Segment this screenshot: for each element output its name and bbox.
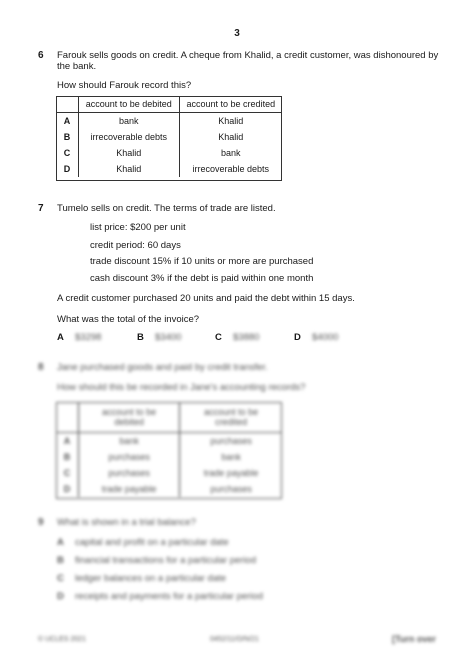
option-letter: A (57, 537, 64, 548)
option-letter: C (215, 332, 222, 343)
debit-cell: trade payable (79, 481, 180, 497)
question-7-prompt: What was the total of the invoice? (57, 314, 200, 325)
option-text: receipts and payments for a particular period (75, 591, 263, 602)
term-item: trade discount 15% if 10 units or more are purchased (90, 256, 314, 267)
question-8-prompt: How should this be recorded in Jane's accounting records? (57, 382, 306, 393)
option-letter: B (63, 132, 71, 142)
question-7-number: 7 (38, 203, 44, 214)
credit-cell: Khalid (179, 129, 282, 145)
footer-copyright: © UCLES 2021 (38, 636, 86, 643)
credit-cell: purchases (180, 481, 282, 497)
option-value: $3880 (233, 332, 260, 343)
option-letter: D (294, 332, 301, 343)
option-row[interactable] (56, 145, 282, 161)
option-text: ledger balances on a particular date (75, 573, 227, 584)
option-text: financial transactions for a particular period (75, 555, 257, 566)
term-item: list price: $200 per unit (90, 222, 186, 233)
option-value: $3400 (155, 332, 182, 343)
option-letter: C (63, 468, 71, 478)
question-8-table-border (56, 402, 282, 499)
option-value: $4000 (312, 332, 339, 343)
footer-turn-over: [Turn over (392, 634, 436, 644)
debit-header: account to be debited (79, 402, 180, 433)
debit-cell: Khalid (79, 145, 180, 161)
option-row[interactable] (56, 161, 282, 177)
option-row[interactable] (56, 113, 282, 130)
credit-cell: trade payable (180, 465, 282, 481)
option-letter: D (63, 164, 71, 174)
debit-cell: bank (79, 113, 180, 130)
debit-cell: irrecoverable debts (79, 129, 180, 145)
option-letter: A (63, 116, 71, 126)
option-letter: C (57, 573, 64, 584)
answer-option-d[interactable] (57, 591, 263, 602)
debit-header: account to be debited (79, 96, 180, 113)
answer-option-a[interactable] (57, 537, 229, 548)
debit-cell: bank (79, 433, 180, 450)
option-letter: C (63, 148, 71, 158)
option-row[interactable] (56, 129, 282, 145)
question-7-scenario: A credit customer purchased 20 units and paid the debt within 15 days. (57, 293, 355, 304)
option-letter: A (57, 332, 64, 343)
footer-paper-code: 0452/11/O/N/21 (210, 636, 259, 643)
option-letter: B (63, 452, 71, 462)
question-8-number: 8 (38, 362, 44, 373)
credit-cell: bank (179, 145, 282, 161)
answer-option-a[interactable] (57, 332, 101, 343)
question-6-stem: Farouk sells goods on credit. A cheque from Khalid, a credit customer, was dishonoured by the bank. (57, 50, 439, 72)
credit-header: account to be credited (180, 402, 282, 433)
option-value: $3298 (75, 332, 102, 343)
credit-header: account to be credited (179, 96, 282, 113)
debit-cell: purchases (79, 465, 180, 481)
credit-cell: Khalid (179, 113, 282, 130)
credit-cell: bank (180, 449, 282, 465)
question-6-number: 6 (38, 50, 44, 61)
answer-option-d[interactable] (294, 332, 338, 343)
option-letter: A (63, 436, 71, 446)
term-item: cash discount 3% if the debt is paid within one month (90, 273, 314, 284)
answer-option-c[interactable] (57, 573, 226, 584)
debit-cell: Khalid (79, 161, 180, 177)
option-letter: B (137, 332, 144, 343)
question-9-number: 9 (38, 517, 44, 528)
option-text: capital and profit on a particular date (75, 537, 229, 548)
option-letter: B (57, 555, 64, 566)
credit-cell: irrecoverable debts (179, 161, 282, 177)
question-7-stem: Tumelo sells on credit. The terms of trade are listed. (57, 203, 276, 214)
question-8-stem: Jane purchased goods and paid by credit transfer. (57, 362, 268, 373)
question-6-prompt: How should Farouk record this? (57, 80, 192, 91)
question-6-table (56, 96, 282, 177)
option-letter: D (63, 484, 71, 494)
page-number: 3 (234, 28, 240, 39)
debit-cell: purchases (79, 449, 180, 465)
option-letter: D (57, 591, 64, 602)
question-9-stem: What is shown in a trial balance? (57, 517, 196, 528)
answer-option-b[interactable] (57, 555, 256, 566)
credit-cell: purchases (180, 433, 282, 450)
answer-option-c[interactable] (215, 332, 259, 343)
term-item: credit period: 60 days (90, 240, 181, 251)
answer-option-b[interactable] (137, 332, 181, 343)
